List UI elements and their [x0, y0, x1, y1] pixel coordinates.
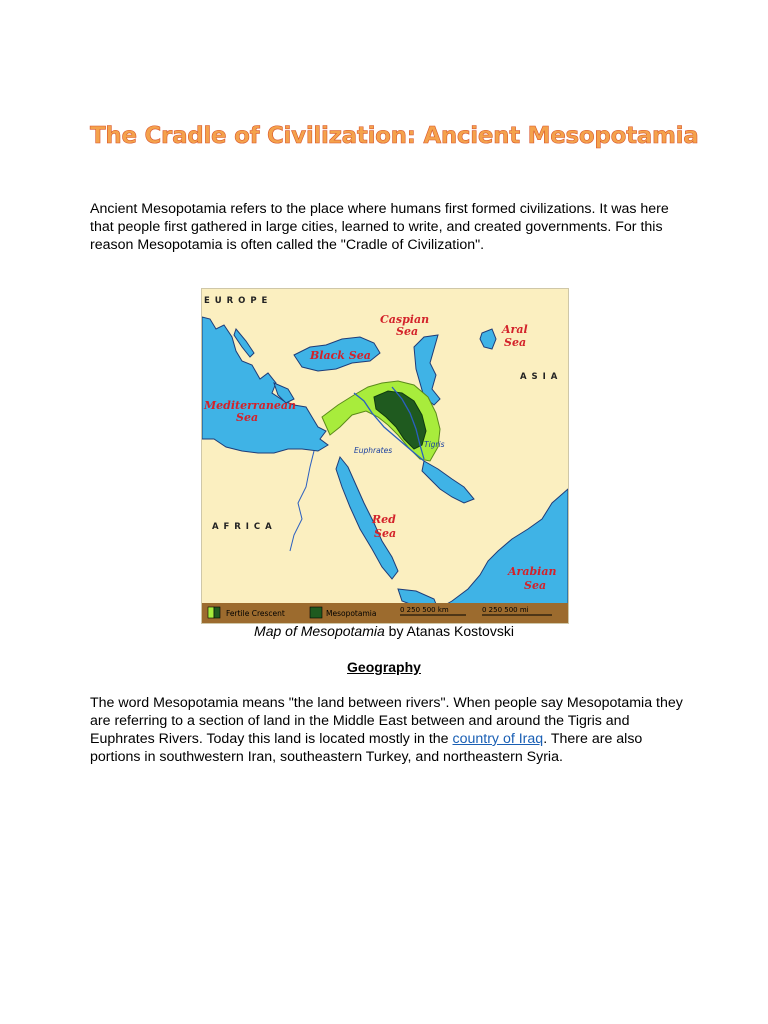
mesopotamia-map	[201, 288, 569, 624]
label-tigris: Tigris	[424, 440, 445, 449]
section-heading-geography: Geography	[347, 659, 421, 675]
fertile-crescent-swatch-dark	[214, 607, 220, 618]
label-africa: A F R I C A	[212, 522, 273, 532]
label-asia: A S I A	[520, 372, 559, 382]
mesopotamia-swatch	[310, 607, 322, 618]
label-europe: E U R O P E	[204, 296, 269, 306]
geography-paragraph	[90, 694, 690, 766]
map-caption	[0, 623, 768, 639]
country-of-iraq-link[interactable]: country of Iraq	[452, 731, 544, 747]
label-aral-sea: Sea	[504, 336, 527, 349]
geography-text-before: The word Mesopotamia means "the land between rivers". When people say Mesopotamia they are referring to a section of land in the Middle East between and around the Tigris and Euphrates Rivers. Today this land is located mostly in the	[90, 695, 683, 747]
label-arabian-sea: Sea	[524, 579, 547, 592]
label-red-sea: Sea	[374, 527, 397, 540]
label-caspian-sea: Sea	[396, 325, 419, 338]
label-black-sea: Black Sea	[310, 349, 371, 362]
fertile-crescent-swatch-light	[208, 607, 214, 618]
page-title: The Cradle of Civilization: Ancient Mesopotamia	[90, 123, 699, 149]
caption-credit: by Atanas Kostovski	[384, 623, 514, 639]
legend-scale-km: 0 250 500 km	[400, 606, 449, 614]
intro-paragraph: Ancient Mesopotamia refers to the place where humans first formed civilizations. It was here that people first gathered in large cities, learned to write, and created governments. For this reason Mesopotamia is often called the "Cradle of Civilization".	[90, 201, 669, 253]
legend-scale-mi: 0 250 500 mi	[482, 606, 529, 614]
legend-fertile-crescent: Fertile Crescent	[226, 609, 285, 618]
label-caspian: Caspian	[380, 313, 430, 326]
legend-mesopotamia: Mesopotamia	[326, 609, 377, 618]
caption-title: Map of Mesopotamia	[254, 623, 385, 639]
label-red: Red	[372, 513, 396, 526]
label-mediterranean: Mediterranean	[204, 399, 296, 412]
label-mediterranean-sea: Sea	[236, 411, 259, 424]
geography-text-after: . There are also portions in southwestern Iran, southeastern Turkey, and northeastern Syria.	[90, 731, 643, 765]
label-euphrates: Euphrates	[354, 446, 393, 455]
label-arabian: Arabian	[508, 565, 557, 578]
label-aral: Aral	[502, 323, 528, 336]
